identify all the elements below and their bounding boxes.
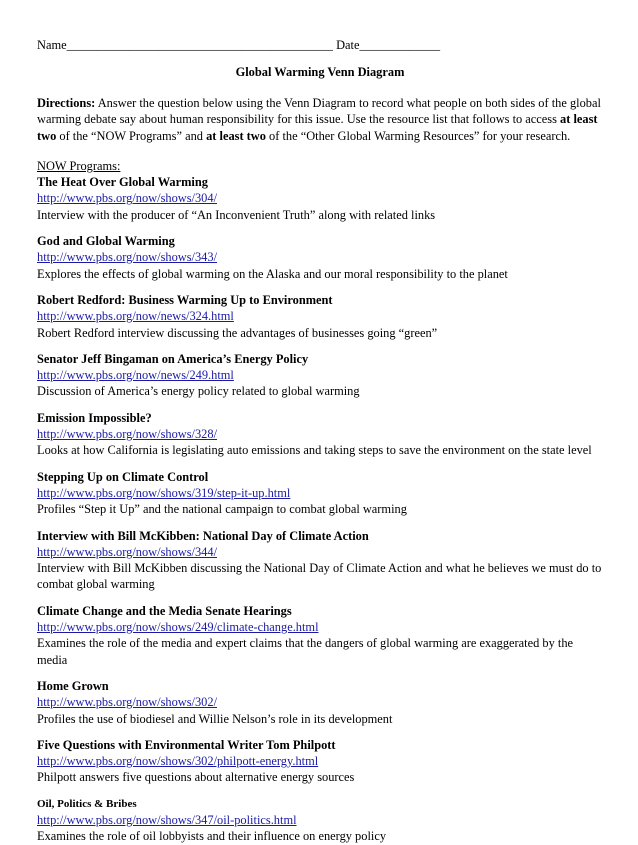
resource-entry [37,796,603,845]
directions-label: Directions: [37,96,96,110]
directions-text-3: of the “Other Global Warming Resources” for your research. [265,128,571,143]
resource-title: The Heat Over Global Warming [37,175,208,190]
directions-text-1: Answer the question below using the Venn Diagram to record what people on both sides of the global warming debate say about human responsibility for this issue. Use the resource list that follows to access [37,96,601,127]
page-title: Global Warming Venn Diagram [235,65,405,79]
resource-link[interactable]: http://www.pbs.org/now/shows/347/oil-politics.html [37,812,297,827]
resource-description: Explores the effects of global warming on the Alaska and our moral responsibility to the planet [37,266,508,281]
resource-link[interactable]: http://www.pbs.org/now/shows/328/ [37,427,218,442]
resource-entry [37,351,603,400]
document-page [37,37,603,845]
resource-link[interactable]: http://www.pbs.org/now/shows/319/step-it-up.html [37,485,291,500]
resource-title: Senator Jeff Bingaman on America’s Energy Policy [37,351,309,366]
directions-paragraph [37,95,603,144]
name-date-line[interactable]: Name___________________________________________ Date_____________ [37,38,441,52]
resource-title: Five Questions with Environmental Writer Tom Philpott [37,737,336,752]
resource-title: Interview with Bill McKibben: National Day of Climate Action [37,528,369,543]
resource-entry [37,410,603,459]
resource-description: Looks at how California is legislating auto emissions and taking steps to save the environment on the state level [37,443,592,458]
resource-title: God and Global Warming [37,234,175,249]
directions-bold-2: at least two [206,128,266,143]
resource-entry [37,469,603,518]
resource-description: Examines the role of oil lobbyists and their influence on energy policy [37,829,387,844]
resource-link[interactable]: http://www.pbs.org/now/news/249.html [37,368,234,383]
resource-description: Profiles “Step it Up” and the national campaign to combat global warming [37,502,407,517]
resource-link[interactable]: http://www.pbs.org/now/shows/343/ [37,250,218,265]
directions-text-2: of the “NOW Programs” and [56,128,207,143]
resource-entry [37,292,603,341]
resource-title: Climate Change and the Media Senate Hearings [37,603,292,618]
resource-entry [37,678,603,727]
resource-entry [37,603,603,668]
resource-entry [37,528,603,593]
resource-entry [37,737,603,786]
resource-link[interactable]: http://www.pbs.org/now/shows/344/ [37,544,218,559]
resource-description: Robert Redford interview discussing the advantages of businesses going “green” [37,325,438,340]
resource-title: Oil, Politics & Bribes [37,797,137,810]
resource-title: Emission Impossible? [37,410,152,425]
resource-link[interactable]: http://www.pbs.org/now/shows/304/ [37,191,218,206]
resource-title: Home Grown [37,678,109,693]
resource-description: Philpott answers five questions about alternative energy sources [37,770,355,785]
resource-title: Stepping Up on Climate Control [37,469,209,484]
resource-link[interactable]: http://www.pbs.org/now/shows/249/climate-change.html [37,620,319,635]
resource-list [37,174,603,844]
resource-description: Interview with the producer of “An Inconvenient Truth” along with related links [37,207,436,222]
section-heading-now-programs: NOW Programs: [37,158,121,173]
resource-entry [37,174,603,223]
resource-link[interactable]: http://www.pbs.org/now/shows/302/ [37,695,218,710]
resource-title: Robert Redford: Business Warming Up to Environment [37,292,333,307]
resource-description: Interview with Bill McKibben discussing the National Day of Climate Action and what he believes we must do to combat global warming [37,561,602,592]
resource-description: Discussion of America’s energy policy related to global warming [37,384,360,399]
resource-description: Profiles the use of biodiesel and Willie Nelson’s role in its development [37,711,393,726]
resource-description: Examines the role of the media and expert claims that the dangers of global warming are exaggerated by the media [37,636,574,667]
resource-link[interactable]: http://www.pbs.org/now/shows/302/philpott-energy.html [37,754,319,769]
resource-entry [37,233,603,282]
directions-bold-1: at least two [37,112,598,143]
resource-link[interactable]: http://www.pbs.org/now/news/324.html [37,309,234,324]
